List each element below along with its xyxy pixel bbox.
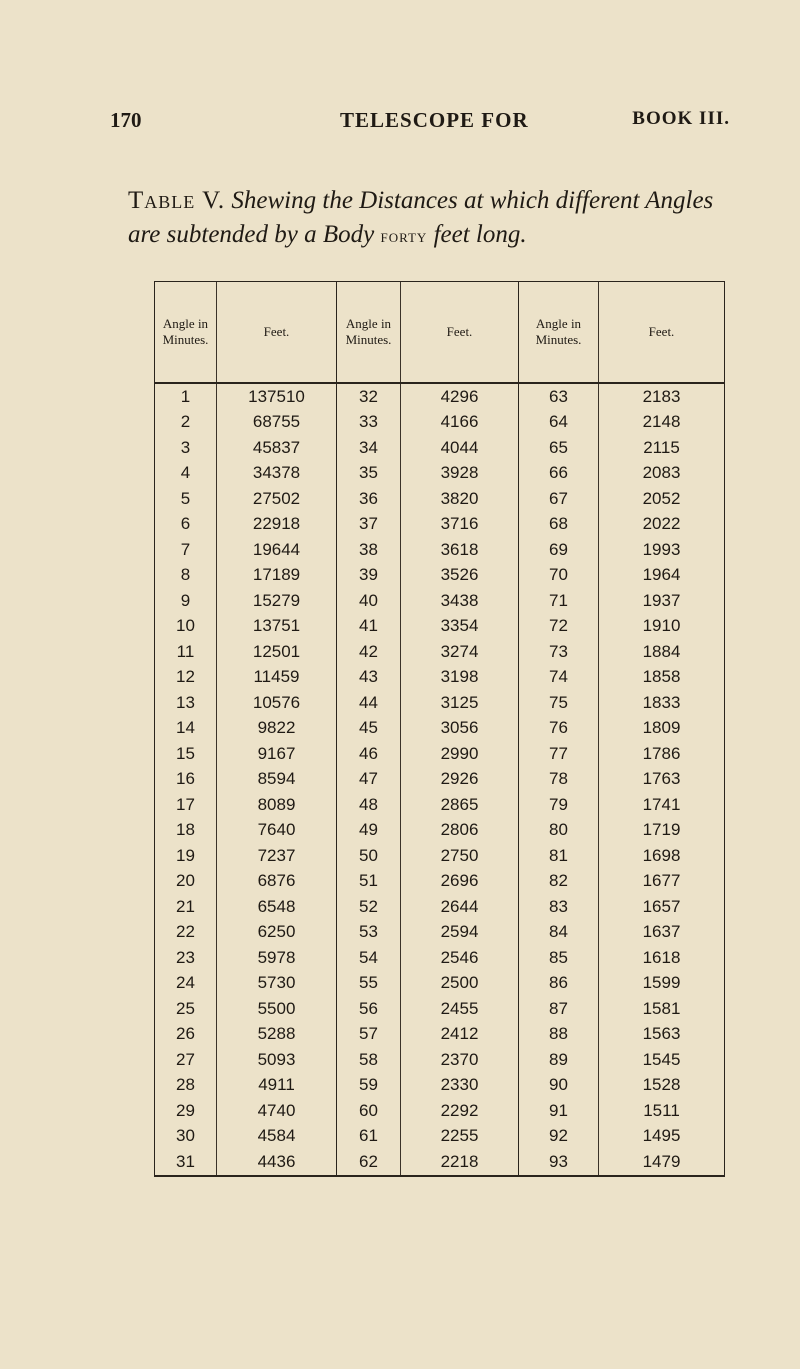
angle-cell-3: 79 xyxy=(519,792,599,818)
angle-cell-3: 83 xyxy=(519,894,599,920)
angle-cell-1: 15 xyxy=(155,741,217,767)
feet-cell-3: 2052 xyxy=(599,486,725,512)
angle-cell-1: 2 xyxy=(155,410,217,436)
angle-cell-1: 4 xyxy=(155,461,217,487)
angle-cell-1: 28 xyxy=(155,1073,217,1099)
table-row xyxy=(155,894,725,920)
angle-cell-3: 64 xyxy=(519,410,599,436)
feet-cell-1: 5978 xyxy=(217,945,337,971)
feet-cell-2: 2926 xyxy=(401,767,519,793)
angle-cell-3: 76 xyxy=(519,716,599,742)
feet-cell-3: 1618 xyxy=(599,945,725,971)
feet-cell-1: 4584 xyxy=(217,1124,337,1150)
feet-cell-3: 1964 xyxy=(599,563,725,589)
angle-cell-1: 30 xyxy=(155,1124,217,1150)
feet-cell-1: 7237 xyxy=(217,843,337,869)
table-row xyxy=(155,1047,725,1073)
angle-cell-2: 50 xyxy=(337,843,401,869)
feet-cell-3: 2148 xyxy=(599,410,725,436)
feet-cell-1: 8594 xyxy=(217,767,337,793)
feet-cell-2: 4296 xyxy=(401,383,519,410)
feet-cell-2: 3056 xyxy=(401,716,519,742)
angle-cell-1: 20 xyxy=(155,869,217,895)
table-row xyxy=(155,1124,725,1150)
angle-cell-3: 85 xyxy=(519,945,599,971)
angle-cell-3: 90 xyxy=(519,1073,599,1099)
angle-cell-3: 81 xyxy=(519,843,599,869)
feet-cell-2: 2594 xyxy=(401,920,519,946)
distance-table-container xyxy=(154,281,724,1177)
angle-cell-1: 19 xyxy=(155,843,217,869)
feet-cell-1: 4740 xyxy=(217,1098,337,1124)
feet-cell-1: 10576 xyxy=(217,690,337,716)
feet-cell-2: 2990 xyxy=(401,741,519,767)
feet-cell-2: 2806 xyxy=(401,818,519,844)
angle-cell-2: 34 xyxy=(337,435,401,461)
header-angle-1: Angle in Minutes. xyxy=(155,282,217,384)
angle-cell-2: 44 xyxy=(337,690,401,716)
feet-cell-3: 1833 xyxy=(599,690,725,716)
feet-cell-1: 12501 xyxy=(217,639,337,665)
feet-cell-2: 4166 xyxy=(401,410,519,436)
table-row xyxy=(155,690,725,716)
angle-cell-3: 75 xyxy=(519,690,599,716)
table-row xyxy=(155,971,725,997)
feet-cell-1: 7640 xyxy=(217,818,337,844)
feet-cell-1: 19644 xyxy=(217,537,337,563)
feet-cell-3: 2083 xyxy=(599,461,725,487)
caption-text-3: feet long. xyxy=(433,221,527,248)
table-row xyxy=(155,996,725,1022)
feet-cell-2: 2292 xyxy=(401,1098,519,1124)
feet-cell-2: 3618 xyxy=(401,537,519,563)
angle-cell-2: 54 xyxy=(337,945,401,971)
angle-cell-1: 22 xyxy=(155,920,217,946)
angle-cell-3: 93 xyxy=(519,1149,599,1176)
distance-table xyxy=(154,281,725,1177)
feet-cell-1: 34378 xyxy=(217,461,337,487)
angle-cell-1: 18 xyxy=(155,818,217,844)
header-angle-3: Angle in Minutes. xyxy=(519,282,599,384)
feet-cell-2: 3274 xyxy=(401,639,519,665)
feet-cell-1: 27502 xyxy=(217,486,337,512)
angle-cell-2: 43 xyxy=(337,665,401,691)
feet-cell-2: 2546 xyxy=(401,945,519,971)
angle-cell-1: 29 xyxy=(155,1098,217,1124)
angle-cell-2: 35 xyxy=(337,461,401,487)
table-row xyxy=(155,716,725,742)
angle-cell-1: 26 xyxy=(155,1022,217,1048)
table-row xyxy=(155,1073,725,1099)
table-row xyxy=(155,1022,725,1048)
feet-cell-2: 3820 xyxy=(401,486,519,512)
angle-cell-3: 84 xyxy=(519,920,599,946)
table-row xyxy=(155,767,725,793)
angle-cell-3: 89 xyxy=(519,1047,599,1073)
angle-cell-1: 3 xyxy=(155,435,217,461)
angle-cell-1: 23 xyxy=(155,945,217,971)
feet-cell-1: 45837 xyxy=(217,435,337,461)
feet-cell-1: 17189 xyxy=(217,563,337,589)
angle-cell-3: 70 xyxy=(519,563,599,589)
angle-cell-2: 33 xyxy=(337,410,401,436)
angle-cell-2: 56 xyxy=(337,996,401,1022)
table-row xyxy=(155,410,725,436)
feet-cell-1: 68755 xyxy=(217,410,337,436)
feet-cell-2: 3438 xyxy=(401,588,519,614)
angle-cell-3: 73 xyxy=(519,639,599,665)
table-row xyxy=(155,869,725,895)
feet-cell-1: 9822 xyxy=(217,716,337,742)
table-row xyxy=(155,920,725,946)
feet-cell-3: 1495 xyxy=(599,1124,725,1150)
table-row xyxy=(155,843,725,869)
angle-cell-2: 41 xyxy=(337,614,401,640)
feet-cell-3: 1545 xyxy=(599,1047,725,1073)
table-row xyxy=(155,1149,725,1176)
angle-cell-3: 69 xyxy=(519,537,599,563)
feet-cell-1: 15279 xyxy=(217,588,337,614)
header-feet-3: Feet. xyxy=(599,282,725,384)
feet-cell-1: 22918 xyxy=(217,512,337,538)
angle-cell-1: 9 xyxy=(155,588,217,614)
table-row xyxy=(155,512,725,538)
angle-cell-1: 14 xyxy=(155,716,217,742)
angle-cell-2: 55 xyxy=(337,971,401,997)
angle-cell-3: 65 xyxy=(519,435,599,461)
feet-cell-3: 1884 xyxy=(599,639,725,665)
table-row xyxy=(155,537,725,563)
angle-cell-2: 61 xyxy=(337,1124,401,1150)
angle-cell-2: 62 xyxy=(337,1149,401,1176)
feet-cell-2: 2330 xyxy=(401,1073,519,1099)
feet-cell-3: 1698 xyxy=(599,843,725,869)
feet-cell-2: 2255 xyxy=(401,1124,519,1150)
angle-cell-1: 12 xyxy=(155,665,217,691)
feet-cell-2: 2455 xyxy=(401,996,519,1022)
feet-cell-3: 1637 xyxy=(599,920,725,946)
feet-cell-3: 2115 xyxy=(599,435,725,461)
table-row xyxy=(155,1098,725,1124)
feet-cell-2: 3125 xyxy=(401,690,519,716)
page-number: 170 xyxy=(110,108,142,132)
table-row xyxy=(155,563,725,589)
angle-cell-1: 21 xyxy=(155,894,217,920)
angle-cell-2: 52 xyxy=(337,894,401,920)
feet-cell-1: 6548 xyxy=(217,894,337,920)
table-row xyxy=(155,741,725,767)
feet-cell-2: 2370 xyxy=(401,1047,519,1073)
caption-text-1: Shewing the Distances at which different Angles are subtended by a Body xyxy=(128,187,714,248)
angle-cell-3: 63 xyxy=(519,383,599,410)
table-body xyxy=(155,383,725,1176)
angle-cell-2: 42 xyxy=(337,639,401,665)
angle-cell-3: 88 xyxy=(519,1022,599,1048)
running-title: TELESCOPE FOR xyxy=(340,108,529,132)
feet-cell-2: 2218 xyxy=(401,1149,519,1176)
table-row xyxy=(155,792,725,818)
feet-cell-2: 3928 xyxy=(401,461,519,487)
feet-cell-3: 1581 xyxy=(599,996,725,1022)
angle-cell-3: 86 xyxy=(519,971,599,997)
feet-cell-3: 1910 xyxy=(599,614,725,640)
angle-cell-2: 49 xyxy=(337,818,401,844)
feet-cell-3: 1763 xyxy=(599,767,725,793)
feet-cell-3: 1719 xyxy=(599,818,725,844)
angle-cell-3: 77 xyxy=(519,741,599,767)
angle-cell-1: 13 xyxy=(155,690,217,716)
angle-cell-1: 5 xyxy=(155,486,217,512)
angle-cell-2: 57 xyxy=(337,1022,401,1048)
feet-cell-1: 6876 xyxy=(217,869,337,895)
table-header-row xyxy=(155,282,725,384)
feet-cell-3: 1599 xyxy=(599,971,725,997)
header-angle-2: Angle in Minutes. xyxy=(337,282,401,384)
angle-cell-1: 24 xyxy=(155,971,217,997)
table-row xyxy=(155,435,725,461)
table-row xyxy=(155,665,725,691)
angle-cell-3: 68 xyxy=(519,512,599,538)
feet-cell-2: 2500 xyxy=(401,971,519,997)
feet-cell-3: 1511 xyxy=(599,1098,725,1124)
feet-cell-3: 1937 xyxy=(599,588,725,614)
feet-cell-3: 1786 xyxy=(599,741,725,767)
angle-cell-2: 39 xyxy=(337,563,401,589)
angle-cell-1: 16 xyxy=(155,767,217,793)
feet-cell-2: 3198 xyxy=(401,665,519,691)
table-row xyxy=(155,383,725,410)
angle-cell-1: 25 xyxy=(155,996,217,1022)
angle-cell-1: 17 xyxy=(155,792,217,818)
angle-cell-2: 36 xyxy=(337,486,401,512)
angle-cell-3: 78 xyxy=(519,767,599,793)
feet-cell-3: 1741 xyxy=(599,792,725,818)
feet-cell-2: 3526 xyxy=(401,563,519,589)
feet-cell-1: 6250 xyxy=(217,920,337,946)
feet-cell-2: 2865 xyxy=(401,792,519,818)
feet-cell-3: 2022 xyxy=(599,512,725,538)
feet-cell-3: 1993 xyxy=(599,537,725,563)
feet-cell-1: 5730 xyxy=(217,971,337,997)
feet-cell-3: 1677 xyxy=(599,869,725,895)
angle-cell-2: 58 xyxy=(337,1047,401,1073)
table-row xyxy=(155,461,725,487)
feet-cell-1: 5500 xyxy=(217,996,337,1022)
angle-cell-1: 8 xyxy=(155,563,217,589)
table-row xyxy=(155,818,725,844)
feet-cell-1: 11459 xyxy=(217,665,337,691)
feet-cell-1: 8089 xyxy=(217,792,337,818)
angle-cell-1: 31 xyxy=(155,1149,217,1176)
angle-cell-3: 82 xyxy=(519,869,599,895)
feet-cell-1: 137510 xyxy=(217,383,337,410)
feet-cell-2: 2750 xyxy=(401,843,519,869)
angle-cell-1: 27 xyxy=(155,1047,217,1073)
angle-cell-2: 32 xyxy=(337,383,401,410)
feet-cell-2: 3354 xyxy=(401,614,519,640)
header-feet-1: Feet. xyxy=(217,282,337,384)
angle-cell-3: 87 xyxy=(519,996,599,1022)
feet-cell-3: 1563 xyxy=(599,1022,725,1048)
angle-cell-2: 45 xyxy=(337,716,401,742)
feet-cell-1: 4911 xyxy=(217,1073,337,1099)
header-feet-2: Feet. xyxy=(401,282,519,384)
feet-cell-1: 5093 xyxy=(217,1047,337,1073)
table-row xyxy=(155,588,725,614)
table-row xyxy=(155,945,725,971)
feet-cell-2: 3716 xyxy=(401,512,519,538)
book-reference: BOOK III. xyxy=(632,108,730,129)
table-label: Table V. xyxy=(128,187,226,214)
angle-cell-2: 51 xyxy=(337,869,401,895)
feet-cell-1: 5288 xyxy=(217,1022,337,1048)
table-caption xyxy=(128,184,733,254)
angle-cell-1: 11 xyxy=(155,639,217,665)
angle-cell-3: 72 xyxy=(519,614,599,640)
page-header xyxy=(110,108,730,144)
angle-cell-1: 7 xyxy=(155,537,217,563)
feet-cell-3: 2183 xyxy=(599,383,725,410)
feet-cell-2: 4044 xyxy=(401,435,519,461)
angle-cell-3: 80 xyxy=(519,818,599,844)
feet-cell-3: 1657 xyxy=(599,894,725,920)
feet-cell-1: 4436 xyxy=(217,1149,337,1176)
angle-cell-2: 59 xyxy=(337,1073,401,1099)
angle-cell-3: 92 xyxy=(519,1124,599,1150)
feet-cell-3: 1528 xyxy=(599,1073,725,1099)
angle-cell-3: 71 xyxy=(519,588,599,614)
feet-cell-2: 2412 xyxy=(401,1022,519,1048)
feet-cell-1: 13751 xyxy=(217,614,337,640)
angle-cell-1: 10 xyxy=(155,614,217,640)
angle-cell-2: 48 xyxy=(337,792,401,818)
angle-cell-2: 60 xyxy=(337,1098,401,1124)
angle-cell-2: 37 xyxy=(337,512,401,538)
angle-cell-3: 67 xyxy=(519,486,599,512)
feet-cell-3: 1809 xyxy=(599,716,725,742)
feet-cell-3: 1479 xyxy=(599,1149,725,1176)
angle-cell-1: 6 xyxy=(155,512,217,538)
feet-cell-2: 2696 xyxy=(401,869,519,895)
angle-cell-1: 1 xyxy=(155,383,217,410)
table-row xyxy=(155,486,725,512)
feet-cell-1: 9167 xyxy=(217,741,337,767)
angle-cell-2: 53 xyxy=(337,920,401,946)
caption-text-2: forty xyxy=(380,226,428,247)
feet-cell-3: 1858 xyxy=(599,665,725,691)
angle-cell-3: 74 xyxy=(519,665,599,691)
angle-cell-2: 40 xyxy=(337,588,401,614)
table-row xyxy=(155,639,725,665)
angle-cell-3: 91 xyxy=(519,1098,599,1124)
angle-cell-3: 66 xyxy=(519,461,599,487)
angle-cell-2: 38 xyxy=(337,537,401,563)
table-row xyxy=(155,614,725,640)
feet-cell-2: 2644 xyxy=(401,894,519,920)
angle-cell-2: 46 xyxy=(337,741,401,767)
angle-cell-2: 47 xyxy=(337,767,401,793)
